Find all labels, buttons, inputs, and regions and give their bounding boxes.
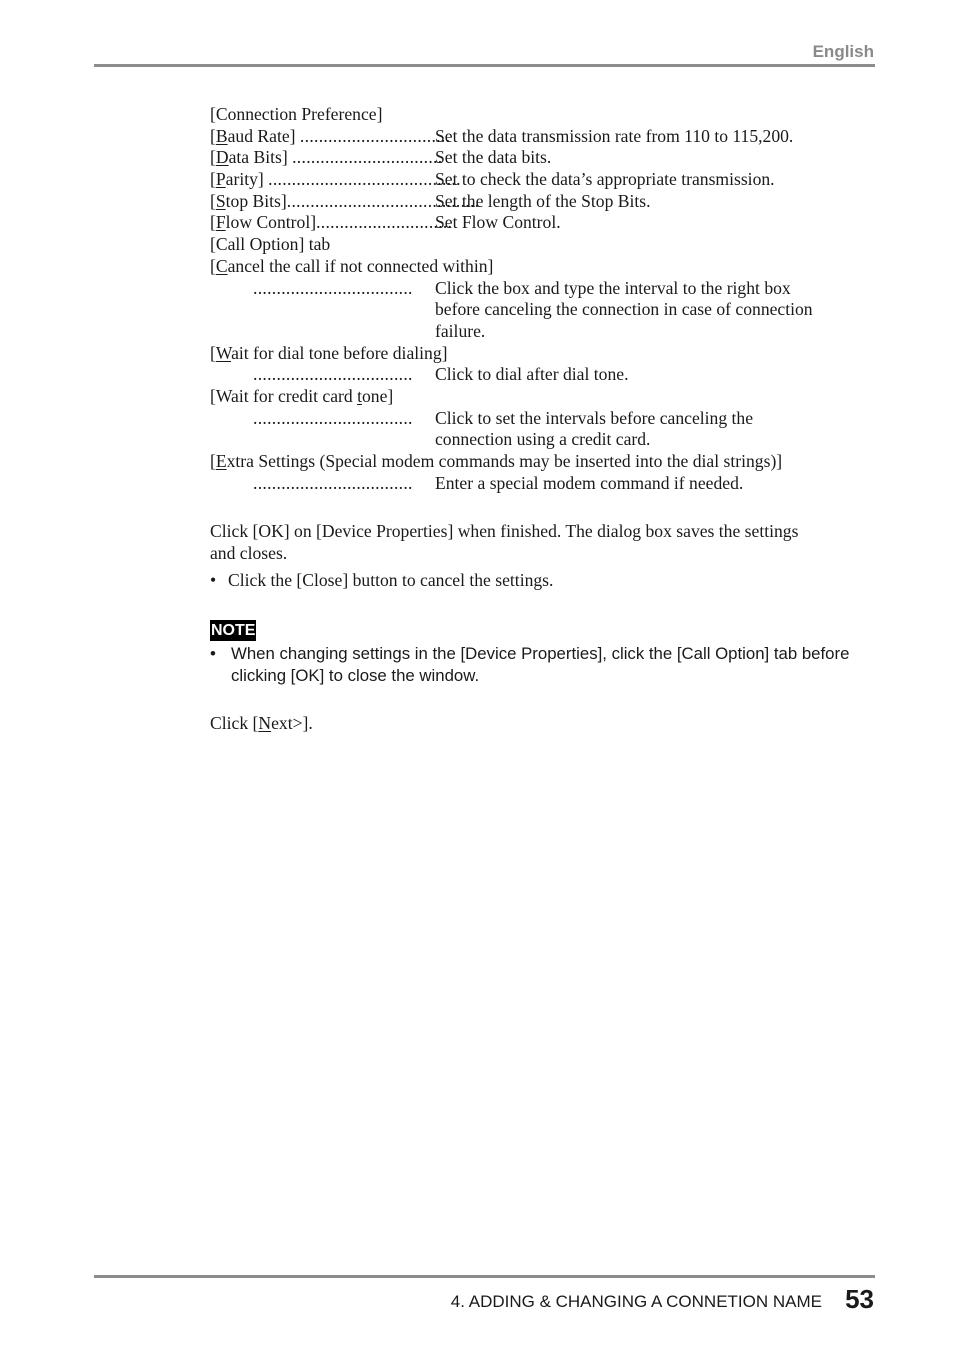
footer-chapter-title: 4. ADDING & CHANGING A CONNETION NAME bbox=[450, 1292, 822, 1311]
dot-leader: .................................. bbox=[253, 472, 413, 493]
desc-cancel-call-line3: failure. bbox=[435, 320, 486, 341]
definition-row-data-bits bbox=[210, 147, 880, 169]
section-heading-call-option: [Call Option] tab bbox=[210, 234, 331, 255]
term-wait-credit-card-tone: [Wait for credit card tone] bbox=[210, 385, 394, 406]
bullet-icon: • bbox=[210, 644, 216, 663]
dot-leader: .................................. bbox=[253, 364, 413, 385]
header-rule bbox=[94, 64, 875, 67]
bullet-icon: • bbox=[210, 570, 217, 590]
note-text: When changing settings in the [Device Properties], click the [Call Option] tab before clicking [OK] to close the window. bbox=[231, 644, 850, 685]
desc-wait-dial-tone: Click to dial after dial tone. bbox=[435, 364, 629, 385]
page-number: 53 bbox=[845, 1284, 874, 1314]
desc-wait-credit-line2: connection using a credit card. bbox=[435, 429, 651, 450]
note-badge: NOTE bbox=[211, 622, 256, 639]
ok-instruction-paragraph: Click [OK] on [Device Properties] when finished. The dialog box saves the settings and closes. bbox=[210, 521, 799, 563]
next-instruction: Click [Next>]. bbox=[210, 713, 313, 733]
desc-flow-control: Set Flow Control. bbox=[435, 212, 561, 233]
term-parity: [Parity] ......................................... bbox=[210, 169, 461, 190]
desc-extra-settings: Enter a special modem command if needed. bbox=[435, 472, 744, 493]
term-extra-settings: [Extra Settings (Special modem commands may be inserted into the dial strings)] bbox=[210, 451, 783, 471]
definition-row-parity bbox=[210, 169, 880, 191]
definition-row-flow-control bbox=[210, 212, 880, 234]
term-flow-control: [Flow Control]............................. bbox=[210, 212, 453, 233]
footer-rule bbox=[94, 1275, 875, 1278]
desc-data-bits: Set the data bits. bbox=[435, 147, 552, 168]
close-bullet-item: • Click the [Close] button to cancel the settings. bbox=[210, 570, 554, 590]
desc-cancel-call-line2: before canceling the connection in case of connection bbox=[435, 299, 813, 320]
desc-stop-bits: Set the length of the Stop Bits. bbox=[435, 190, 651, 211]
desc-baud-rate: Set the data transmission rate from 110 to 115,200. bbox=[435, 125, 794, 146]
settings-definition-list bbox=[210, 104, 880, 494]
desc-wait-credit-line1: Click to set the intervals before canceling the bbox=[435, 407, 754, 428]
definition-row-baud-rate bbox=[210, 126, 880, 148]
dot-leader: .................................. bbox=[253, 277, 413, 298]
term-stop-bits: [Stop Bits]......................................... bbox=[210, 190, 480, 211]
definition-row-stop-bits bbox=[210, 191, 880, 213]
dot-leader: .................................. bbox=[253, 407, 413, 428]
term-cancel-call: [Cancel the call if not connected within] bbox=[210, 255, 494, 276]
term-baud-rate: [Baud Rate] ................................ bbox=[210, 125, 451, 146]
desc-cancel-call-line1: Click the box and type the interval to the right box bbox=[435, 277, 791, 298]
header-language-label: English bbox=[812, 42, 874, 61]
term-data-bits: [Data Bits] ................................ bbox=[210, 147, 443, 168]
note-bullet-item bbox=[210, 643, 880, 686]
section-heading-connection-preference: [Connection Preference] bbox=[210, 104, 383, 124]
desc-parity: Set to check the data’s appropriate transmission. bbox=[435, 169, 775, 190]
term-wait-dial-tone: [Wait for dial tone before dialing] bbox=[210, 342, 448, 363]
